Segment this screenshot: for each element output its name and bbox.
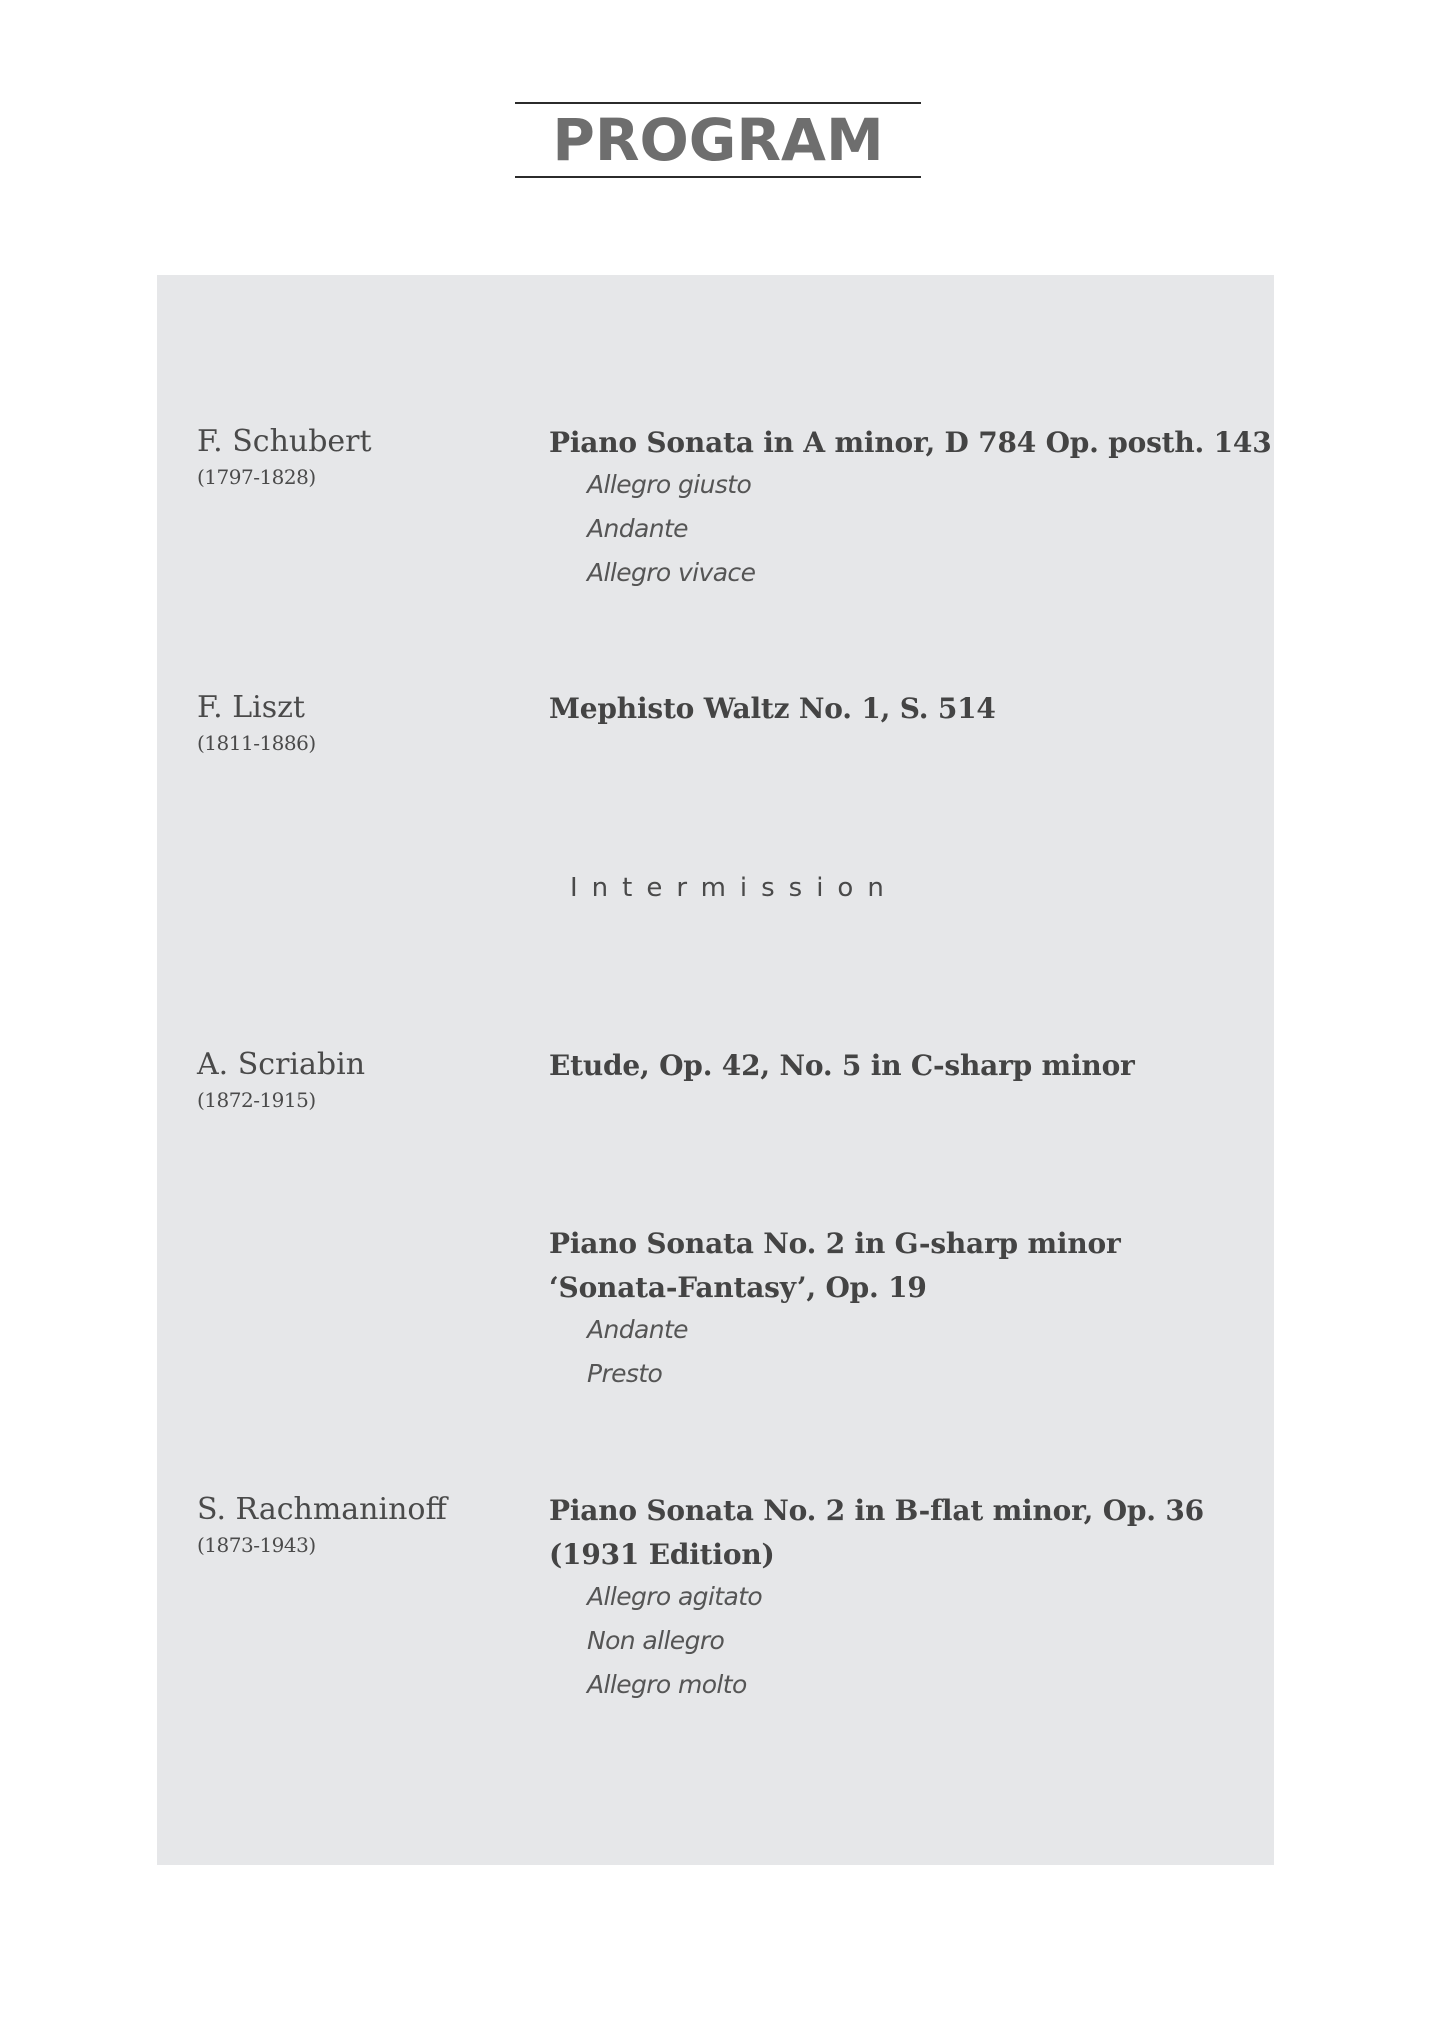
work-title-line: Etude, Op. 42, No. 5 in C-sharp minor [549, 1049, 1135, 1082]
work-title [549, 1044, 1249, 1088]
work-title-line: Piano Sonata in A minor, D 784 Op. posth. 143 [549, 426, 1272, 459]
movement: Non allegro [587, 1626, 725, 1655]
movement: Andante [587, 514, 688, 543]
movement-list [587, 463, 1087, 595]
composer-name: S. Rachmaninoff [197, 1492, 447, 1527]
work-title-line: (1931 Edition) [549, 1538, 775, 1571]
movement: Allegro vivace [587, 558, 756, 587]
movement: Presto [587, 1359, 663, 1388]
work-title-line: Piano Sonata No. 2 in G-sharp minor [549, 1227, 1121, 1260]
movement: Andante [587, 1315, 688, 1344]
work-title-line: ‘Sonata-Fantasy’, Op. 19 [549, 1271, 927, 1304]
work-title-line: Mephisto Waltz No. 1, S. 514 [549, 692, 996, 725]
composer-name: F. Schubert [197, 424, 372, 459]
movement: Allegro agitato [587, 1582, 763, 1611]
movement: Allegro giusto [587, 470, 752, 499]
work-title-line: Piano Sonata No. 2 in B-flat minor, Op. 36 [549, 1494, 1204, 1527]
intermission-label: Intermission [570, 873, 898, 903]
movement: Allegro molto [587, 1670, 747, 1699]
composer-years: (1797-1828) [197, 465, 316, 489]
composer-name: F. Liszt [197, 690, 305, 725]
title-block [515, 102, 921, 178]
composer-years: (1872-1915) [197, 1088, 316, 1112]
composer-name: A. Scriabin [197, 1047, 366, 1082]
movement-list [587, 1308, 1087, 1396]
composer-years: (1873-1943) [197, 1533, 316, 1557]
movement-list [587, 1575, 1087, 1707]
work-title [549, 687, 1249, 731]
program-panel [157, 275, 1274, 1865]
composer-years: (1811-1886) [197, 731, 316, 755]
work-title [549, 421, 1272, 465]
work-title [549, 1222, 1249, 1310]
page-title: PROGRAM [552, 106, 884, 174]
work-title [549, 1489, 1249, 1577]
